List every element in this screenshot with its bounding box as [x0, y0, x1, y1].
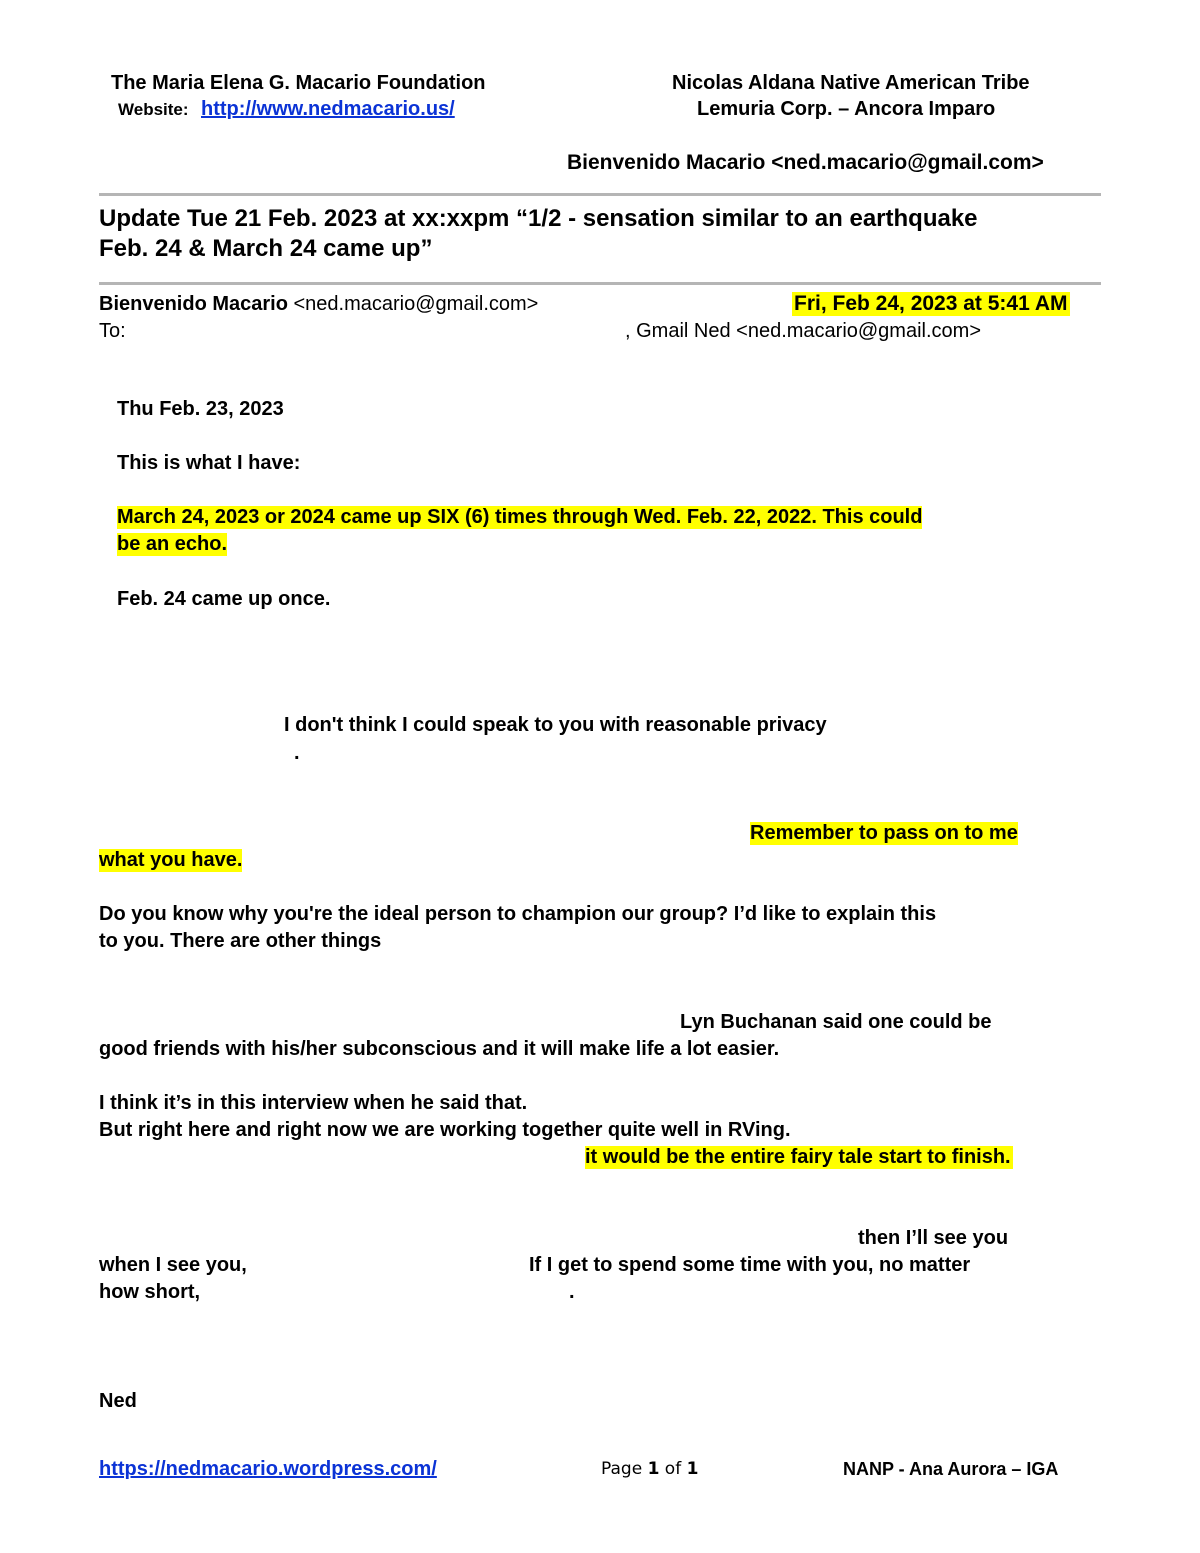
privacy-dot: .	[294, 742, 300, 764]
page-total: 1	[686, 1459, 699, 1479]
body-intro: This is what I have:	[117, 452, 301, 474]
from-email: <ned.macario@gmail.com>	[293, 293, 539, 315]
interview-line-2: But right here and right now we are working together quite well in RVing.	[99, 1119, 791, 1141]
march-highlight-line-2: be an echo.	[117, 533, 228, 555]
march-highlight-line-1: March 24, 2023 or 2024 came up SIX (6) times through Wed. Feb. 22, 2022. This could	[117, 506, 923, 528]
lyn-line-1: Lyn Buchanan said one could be	[680, 1011, 992, 1033]
tribe-name: Nicolas Aldana Native American Tribe	[672, 72, 1030, 94]
privacy-line: I don't think I could speak to you with reasonable privacy	[284, 714, 827, 736]
from-line	[99, 293, 538, 316]
to-value: , Gmail Ned <ned.macario@gmail.com>	[625, 320, 981, 342]
website-line	[118, 98, 455, 121]
ideal-line-2: to you. There are other things	[99, 930, 382, 952]
feb-line: Feb. 24 came up once.	[117, 588, 331, 610]
to-label: To:	[99, 320, 126, 342]
see-you-line-2b: If I get to spend some time with you, no matter	[529, 1254, 971, 1276]
lyn-line-2: good friends with his/her subconscious and it will make life a lot easier.	[99, 1038, 780, 1060]
website-link[interactable]: http://www.nedmacario.us/	[201, 98, 455, 120]
foundation-name: The Maria Elena G. Macario Foundation	[111, 72, 486, 94]
fairy-tale-line: it would be the entire fairy tale start to finish.	[585, 1146, 1011, 1168]
see-you-line-2a: when I see you,	[99, 1254, 247, 1276]
footer-blog-link[interactable]: https://nedmacario.wordpress.com/	[99, 1458, 437, 1480]
from-name: Bienvenido Macario	[99, 293, 288, 315]
signature: Ned	[99, 1390, 137, 1412]
remember-line-2: what you have.	[99, 849, 243, 871]
subject-line-1: Update Tue 21 Feb. 2023 at xx:xxpm “1/2 - sensation similar to an earthquake	[99, 205, 978, 232]
page-number: 1	[647, 1459, 660, 1479]
sender-header: Bienvenido Macario <ned.macario@gmail.com>	[567, 151, 1044, 174]
page-prefix: Page	[601, 1459, 648, 1479]
email-date: Fri, Feb 24, 2023 at 5:41 AM	[794, 292, 1068, 315]
subject-divider	[99, 282, 1101, 285]
ideal-line-1: Do you know why you're the ideal person to champion our group? I’d like to explain this	[99, 903, 937, 925]
interview-line-1: I think it’s in this interview when he said that.	[99, 1092, 528, 1114]
remember-line-1: Remember to pass on to me	[750, 822, 1018, 844]
see-you-line-1: then I’ll see you	[858, 1227, 1009, 1249]
website-label: Website:	[118, 100, 189, 119]
page-indicator	[601, 1459, 698, 1479]
footer-right-text: NANP - Ana Aurora – IGA	[843, 1459, 1059, 1479]
see-you-line-3a: how short,	[99, 1281, 201, 1303]
corp-name: Lemuria Corp. – Ancora Imparo	[697, 98, 996, 120]
page-of: of	[659, 1459, 687, 1479]
body-date: Thu Feb. 23, 2023	[117, 398, 284, 420]
top-divider	[99, 193, 1101, 196]
see-you-line-3b: .	[569, 1281, 575, 1303]
subject-line-2: Feb. 24 & March 24 came up”	[99, 235, 433, 262]
